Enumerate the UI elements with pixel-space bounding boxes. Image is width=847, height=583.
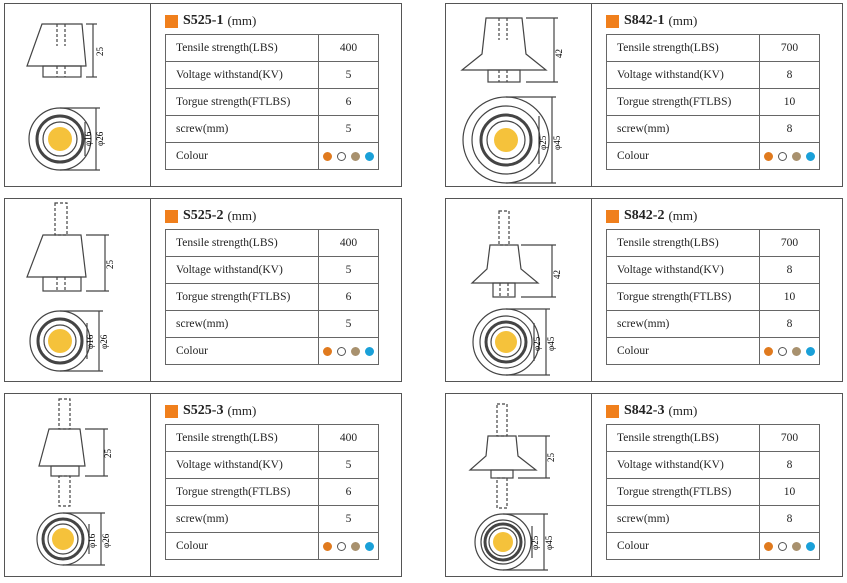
product-title [606,12,697,30]
colour-swatches [760,143,820,170]
product-card-s842-3 [445,393,843,577]
colour-swatches [319,533,379,560]
row-label: Colour [166,338,319,365]
spec-table [165,424,379,560]
voltage-value: 8 [760,62,820,89]
outer-dim-label: φ45 [544,535,554,550]
product-title [165,207,256,225]
colour-swatch-dot [806,152,815,161]
table-row [166,62,379,89]
table-row [607,257,820,284]
torque-value: 10 [760,89,820,116]
table-row [607,62,820,89]
screw-value: 8 [760,311,820,338]
product-code: S842-1 [624,13,665,28]
colour-swatch-dot [351,347,360,356]
colour-swatch-dot [806,542,815,551]
tensile-value: 700 [760,35,820,62]
row-label: Voltage withstand(KV) [166,62,319,89]
screw-value: 8 [760,116,820,143]
table-row [607,425,820,452]
voltage-value: 5 [319,62,379,89]
card-divider [150,199,151,381]
unit-label: (mm) [227,403,257,418]
spec-table [165,229,379,365]
colour-swatch-dot [764,152,773,161]
colour-swatch-dot [323,347,332,356]
table-row [607,230,820,257]
tensile-value: 400 [319,35,379,62]
orange-square-icon [165,15,178,28]
orange-square-icon [606,15,619,28]
card-divider [591,199,592,381]
colour-swatches [319,338,379,365]
inner-dim-label: φ16 [87,533,97,548]
table-row [607,452,820,479]
orange-square-icon [606,210,619,223]
table-row [166,89,379,116]
orange-square-icon [165,210,178,223]
table-row [166,257,379,284]
colour-swatch-dot [806,347,815,356]
voltage-value: 5 [319,257,379,284]
table-row [166,479,379,506]
row-label: Colour [166,533,319,560]
table-row [166,116,379,143]
inner-dim-label: φ25 [532,336,542,351]
table-row [166,506,379,533]
product-card-s525-1 [4,3,402,187]
tensile-value: 700 [760,230,820,257]
row-label: Colour [607,533,760,560]
unit-label: (mm) [227,13,257,28]
orange-square-icon [606,405,619,418]
colour-swatch-dot [351,152,360,161]
table-row [166,338,379,365]
colour-swatch-dot [778,152,787,161]
product-code: S525-3 [183,403,224,418]
product-code: S525-2 [183,208,224,223]
row-label: screw(mm) [166,116,319,143]
tensile-value: 400 [319,230,379,257]
product-code: S525-1 [183,13,224,28]
colour-swatches [760,533,820,560]
row-label: Torgue strength(FTLBS) [166,284,319,311]
product-title [606,402,697,420]
insulator-drawing [5,4,150,186]
product-code: S842-2 [624,208,665,223]
unit-label: (mm) [227,208,257,223]
outer-dim-label: φ45 [552,135,562,150]
table-row [166,425,379,452]
inner-dim-label: φ16 [83,131,93,146]
tensile-value: 400 [319,425,379,452]
row-label: screw(mm) [607,311,760,338]
row-label: Voltage withstand(KV) [607,257,760,284]
table-row [166,311,379,338]
card-divider [150,394,151,576]
height-dim-label: 25 [95,47,105,56]
colour-swatch-dot [778,542,787,551]
colour-swatches [319,143,379,170]
table-row [166,452,379,479]
insulator-drawing [446,4,591,186]
colour-swatch-dot [337,152,346,161]
row-label: screw(mm) [166,506,319,533]
height-dim-label: 25 [546,453,556,462]
colour-swatch-dot [323,542,332,551]
height-dim-label: 25 [105,260,115,269]
torque-value: 10 [760,284,820,311]
product-card-s525-3 [4,393,402,577]
table-row [607,533,820,560]
row-label: Voltage withstand(KV) [166,452,319,479]
torque-value: 10 [760,479,820,506]
row-label: screw(mm) [166,311,319,338]
product-title [165,402,256,420]
colour-swatch-dot [365,152,374,161]
colour-swatch-dot [792,152,801,161]
table-row [607,284,820,311]
screw-value: 5 [319,506,379,533]
table-row [166,533,379,560]
colour-swatch-dot [365,542,374,551]
torque-value: 6 [319,89,379,116]
table-row [607,143,820,170]
row-label: Colour [607,143,760,170]
voltage-value: 8 [760,452,820,479]
inner-dim-label: φ25 [538,135,548,150]
product-card-s525-2 [4,198,402,382]
table-row [607,35,820,62]
colour-swatch-dot [337,347,346,356]
row-label: Colour [607,338,760,365]
product-code: S842-3 [624,403,665,418]
voltage-value: 5 [319,452,379,479]
product-title [606,207,697,225]
unit-label: (mm) [668,403,698,418]
product-title [165,12,256,30]
row-label: Tensile strength(LBS) [166,230,319,257]
table-row [166,143,379,170]
card-divider [591,394,592,576]
row-label: Colour [166,143,319,170]
card-divider [591,4,592,186]
colour-swatch-dot [351,542,360,551]
height-dim-label: 25 [103,449,113,458]
colour-swatch-dot [365,347,374,356]
unit-label: (mm) [668,13,698,28]
table-row [166,284,379,311]
colour-swatches [760,338,820,365]
row-label: screw(mm) [607,116,760,143]
row-label: Tensile strength(LBS) [166,425,319,452]
colour-swatch-dot [323,152,332,161]
spec-table [606,229,820,365]
row-label: Torgue strength(FTLBS) [166,479,319,506]
table-row [607,89,820,116]
voltage-value: 8 [760,257,820,284]
insulator-drawing [5,394,150,576]
row-label: Voltage withstand(KV) [607,452,760,479]
outer-dim-label: φ26 [101,533,111,548]
screw-value: 8 [760,506,820,533]
spec-table [165,34,379,170]
table-row [607,116,820,143]
table-row [166,35,379,62]
row-label: Torgue strength(FTLBS) [607,284,760,311]
row-label: screw(mm) [607,506,760,533]
table-row [607,506,820,533]
row-label: Tensile strength(LBS) [166,35,319,62]
product-card-s842-1 [445,3,843,187]
row-label: Torgue strength(FTLBS) [607,89,760,116]
insulator-drawing [5,199,150,381]
unit-label: (mm) [668,208,698,223]
row-label: Torgue strength(FTLBS) [166,89,319,116]
colour-swatch-dot [778,347,787,356]
row-label: Tensile strength(LBS) [607,425,760,452]
spec-table [606,424,820,560]
table-row [607,338,820,365]
table-row [166,230,379,257]
colour-swatch-dot [792,542,801,551]
row-label: Voltage withstand(KV) [607,62,760,89]
tensile-value: 700 [760,425,820,452]
torque-value: 6 [319,479,379,506]
colour-swatch-dot [764,347,773,356]
inner-dim-label: φ25 [530,535,540,550]
torque-value: 6 [319,284,379,311]
inner-dim-label: φ16 [85,334,95,349]
outer-dim-label: φ26 [99,334,109,349]
height-dim-label: 42 [554,49,564,58]
insulator-drawing [446,394,591,576]
table-row [607,311,820,338]
row-label: Torgue strength(FTLBS) [607,479,760,506]
colour-swatch-dot [792,347,801,356]
table-row [607,479,820,506]
row-label: Tensile strength(LBS) [607,230,760,257]
screw-value: 5 [319,311,379,338]
insulator-drawing [446,199,591,381]
colour-swatch-dot [337,542,346,551]
colour-swatch-dot [764,542,773,551]
screw-value: 5 [319,116,379,143]
card-divider [150,4,151,186]
outer-dim-label: φ45 [546,336,556,351]
row-label: Voltage withstand(KV) [166,257,319,284]
outer-dim-label: φ26 [95,131,105,146]
height-dim-label: 42 [552,270,562,279]
spec-table [606,34,820,170]
product-card-s842-2 [445,198,843,382]
row-label: Tensile strength(LBS) [607,35,760,62]
orange-square-icon [165,405,178,418]
